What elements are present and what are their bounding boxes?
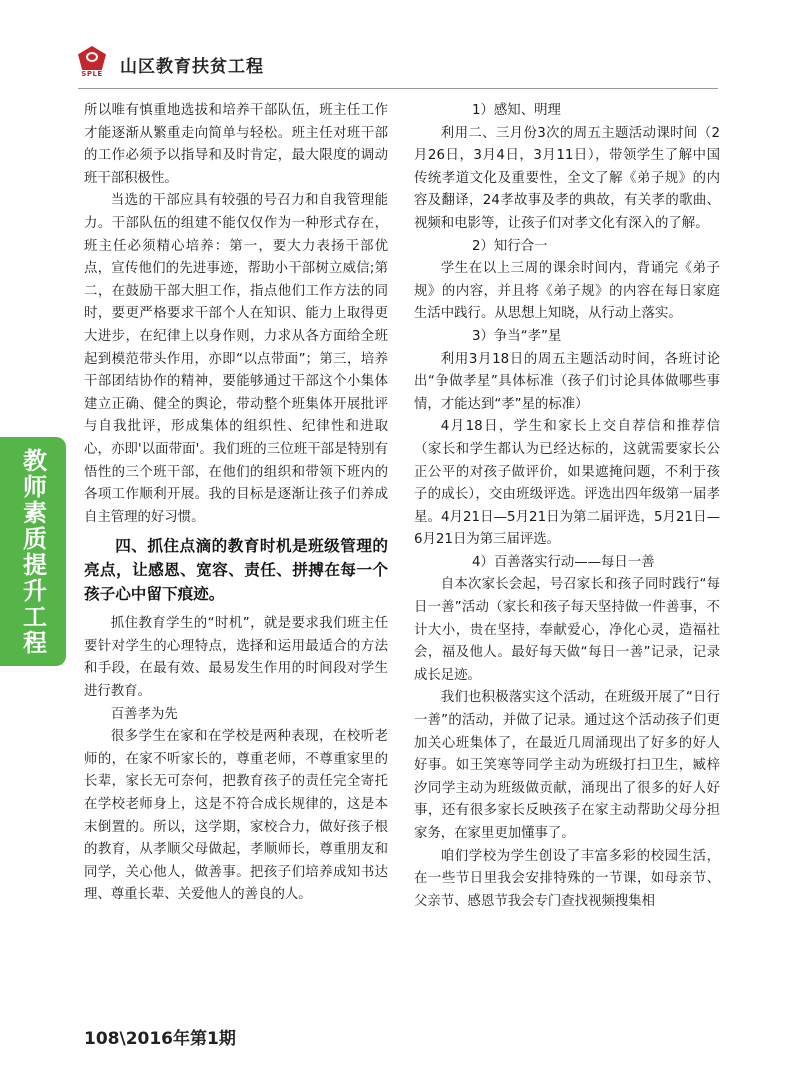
header-divider (78, 88, 718, 89)
right-subheading-4: 4）百善落实行动——每日一善 (472, 554, 655, 570)
page-footer: 108\2016年第1期 (84, 1029, 236, 1049)
right-paragraph-4: 4月18日，学生和家长上交自荐信和推荐信（家长和学生都认为已经达标的，这就需要家长公正公平的对孩子做评价，如果遮掩问题，不利于孩子的成长），交由班级评选。评选出四年级第一届孝星。4月21日—5月21日为第二届评选，5月21日—6月21日为第三届评选。 (414, 419, 720, 548)
left-paragraph-1: 所以唯有慎重地选拔和培养干部队伍，班主任工作才能逐渐从繁重走向简单与轻松。班主任对班干部的工作必须予以指导和及时肯定，最大限度的调动班干部积极性。 (84, 103, 388, 186)
side-tab-label: 教师素质提升工程 (18, 447, 47, 656)
right-subheading-1: 1）感知、明理 (472, 103, 561, 118)
logo-text: SPLE (81, 70, 103, 78)
right-paragraph-3: 利用3月18日的周五主题活动时间，各班讨论出“争做孝星”具体标准（孩子们讨论具体做哪些事情，才能达到“孝”星的标准） (414, 351, 720, 412)
right-paragraph-7: 咱们学校为学生创设了丰富多彩的校园生活，在一些节日里我会安排特殊的一节课，如母亲节、父亲节、感恩节我会专门查找视频搜集相 (414, 848, 720, 909)
left-paragraph-3: 抓住教育学生的“时机”，就是要求我们班主任要针对学生的心理特点，选择和运用最适合的方法和手段，在最有效、最易发生作用的时间段对学生进行教育。 (84, 616, 388, 700)
logo (74, 46, 110, 82)
left-paragraph-2: 当选的干部应具有较强的号召力和自我管理能力。干部队伍的组建不能仅仅作为一种形式存在，班主任必须精心培养：第一，要大力表扬干部优点，宣传他们的先进事迹，帮助小干部树立威信;第二，在鼓励干部大胆工作，指点他们工作方法的同时，要更严格要求干部个人在知识、能力上取得更大进步，在纪律上以身作则，力求从各方面给全班起到模范带头作用，亦即“以点带面”；第三，培养干部团结协作的精神，要能够通过干部这个小集体建立正确、健全的舆论，带动整个班集体开展批评与自我批评，形成集体的组织性、纪律性和进取心，亦即'以面带面'。我们班的三位班干部是特别有悟性的三个班干部，在他们的组织和带领下班内的各项工作顺利开展。我的目标是逐渐让孩子们养成自主管理的好习惯。 (84, 193, 388, 525)
left-column (84, 100, 388, 907)
right-column (414, 100, 720, 913)
header-title: 山区教育扶贫工程 (120, 56, 264, 77)
left-subheading: 百善孝为先 (110, 706, 178, 722)
right-subheading-3: 3）争当“孝”星 (472, 328, 562, 344)
page-header (74, 44, 264, 84)
right-paragraph-5: 自本次家长会起，号召家长和孩子同时践行“每日一善”活动（家长和孩子每天坚持做一件善事，不计大小，贵在坚持，奉献爱心，净化心灵，造福社会，福及他人。最好每天做“每日一善”记录，记录成长足迹。 (414, 577, 720, 683)
logo-emblem-icon (78, 46, 106, 70)
right-paragraph-6: 我们也积极落实这个活动，在班级开展了“日行一善”的活动，并做了记录。通过这个活动孩子们更加关心班集体了，在最近几周涌现出了好多的好人好事。如王笑寒等同学主动为班级打扫卫生，臧梓汐同学主动为班级做贡献，涌现出了很多的好人好事，还有很多家长反映孩子在家主动帮助父母分担家务，在家里更加懂事了。 (414, 690, 720, 841)
right-paragraph-1: 利用二、三月份3次的周五主题活动课时间（2月26日，3月4日，3月11日），带领学生了解中国传统孝道文化及重要性，全文了解《弟子规》的内容及翻译，24孝故事及孝的典故，有关孝的歌曲、视频和电影等，让孩子们对孝文化有深入的了解。 (414, 125, 720, 231)
side-section-tab (0, 437, 66, 666)
left-paragraph-4: 很多学生在家和在学校是两种表现，在校听老师的，在家不听家长的，尊重老师，不尊重家里的长辈，家长无可奈何，把教育孩子的责任完全寄托在学校老师身上，这是不符合成长规律的，这是本末倒置的。所以，这学期，家校合力，做好孩子根的教育，从孝顺父母做起，孝顺师长，尊重朋友和同学，关心他人，做善事。把孩子们培养成知书达理、尊重长辈、关爱他人的善良的人。 (84, 729, 388, 903)
right-paragraph-2: 学生在以上三周的课余时间内，背诵完《弟子规》的内容，并且将《弟子规》的内容在每日家庭生活中践行。从思想上知晓，从行动上落实。 (414, 261, 720, 322)
right-subheading-2: 2）知行合一 (472, 238, 548, 254)
section-heading: 四、抓住点滴的教育时机是班级管理的亮点，让感恩、宽容、责任、拼搏在每一个孩子心中留下痕迹。 (84, 537, 388, 604)
